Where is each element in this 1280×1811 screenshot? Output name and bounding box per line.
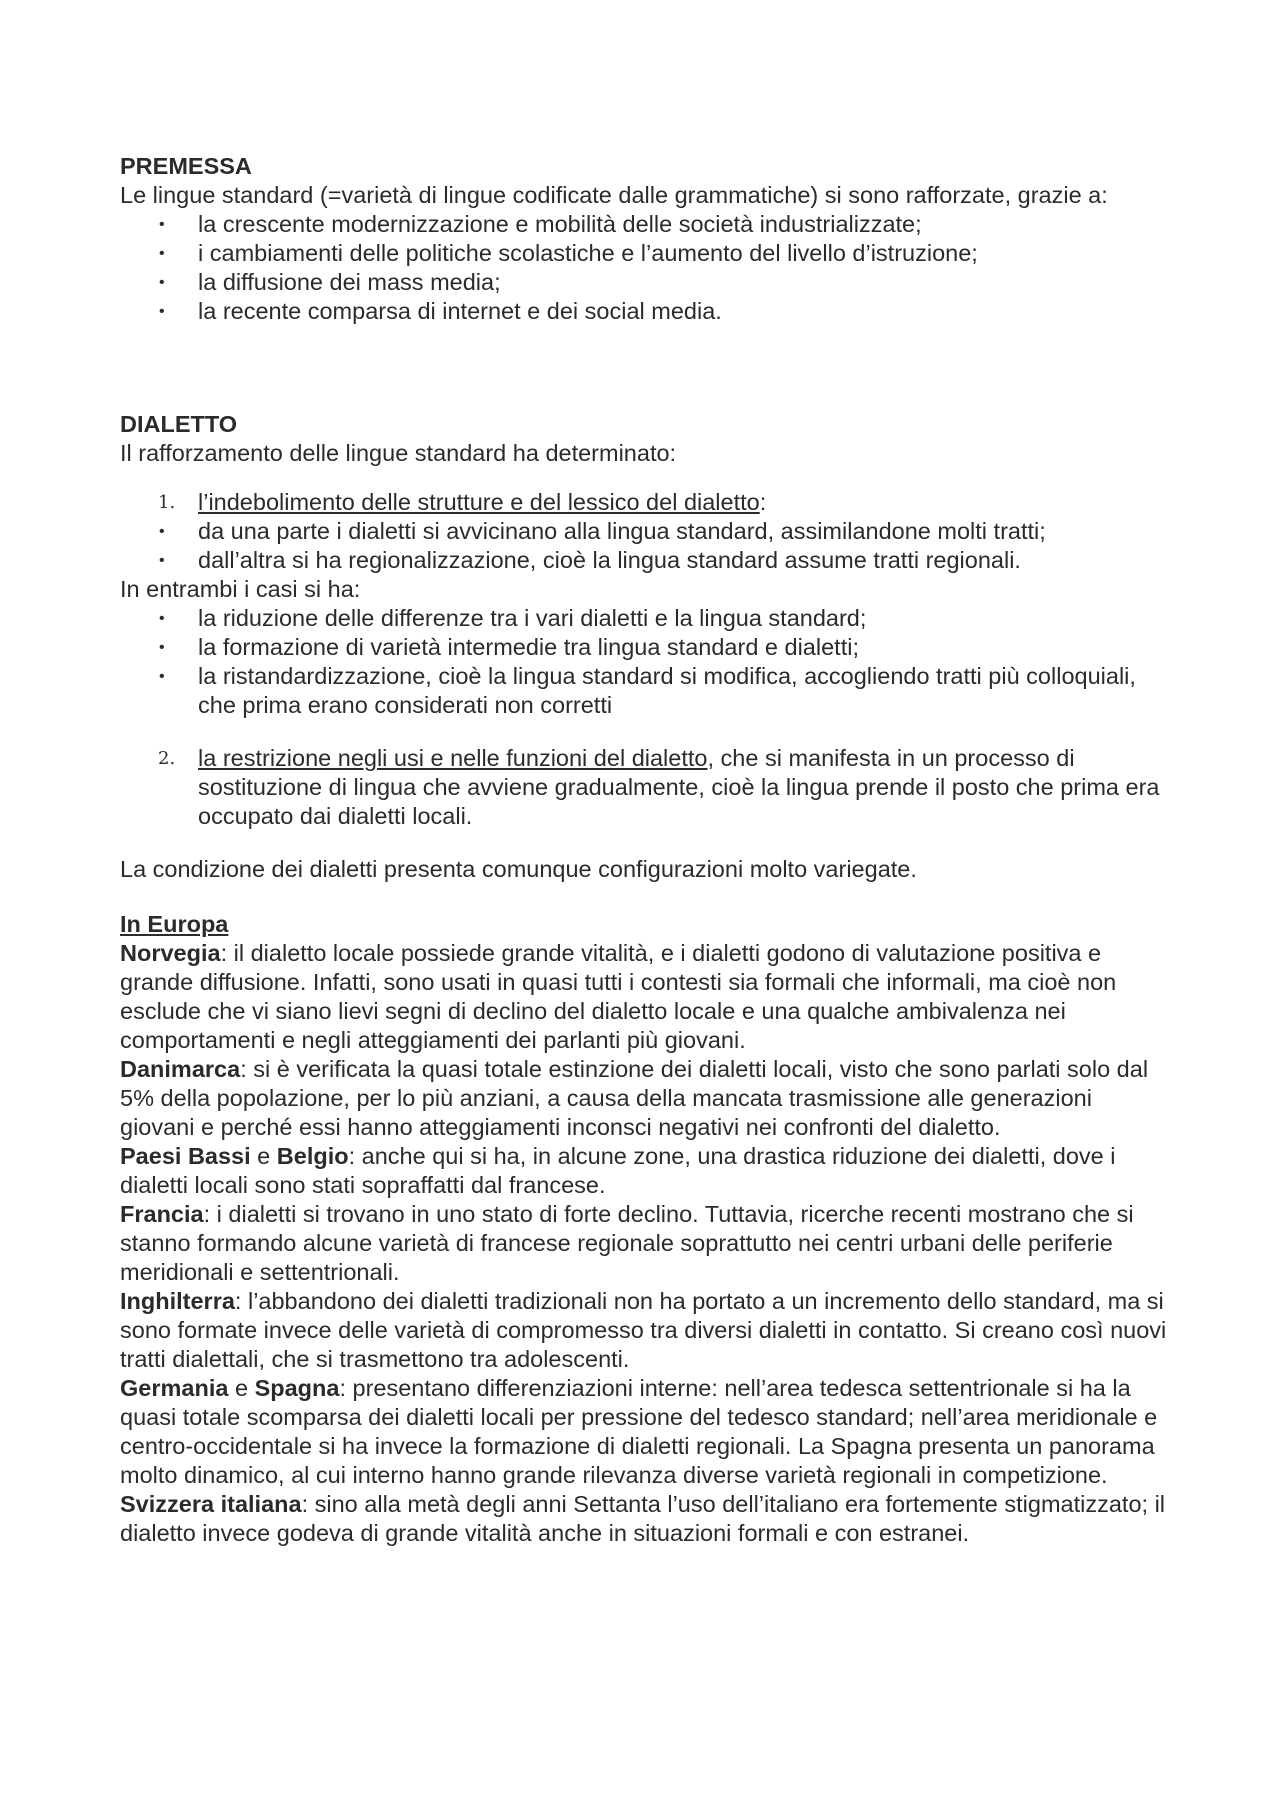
spacer: [120, 326, 1170, 410]
condition-text: La condizione dei dialetti presenta comunque configurazioni molto variegate.: [120, 856, 917, 882]
dialetto-numbered-list-2: [120, 744, 1170, 831]
paragraph-germania-spagna: [120, 1374, 1170, 1490]
premessa-intro: Le lingue standard (=varietà di lingue codificate dalle grammatiche) si sono rafforzate, grazie a:: [120, 182, 1108, 208]
paragraph-text: : si è verificata la quasi totale estinzione dei dialetti locali, visto che sono parlati solo dal 5% della popolazione, per lo più anziani, a causa della mancata trasmissione alle generazioni giovani e perché essi hanno atteggiamenti inconsci negativi nei confronti del dialetto.: [120, 1056, 1149, 1140]
numbered-item-1: [158, 488, 1170, 517]
list-item: • la recente comparsa di internet e dei social media.: [198, 297, 1170, 326]
list-item: • da una parte i dialetti si avvicinano alla lingua standard, assimilandone molti tratti;: [198, 517, 1170, 546]
list-item: • la formazione di varietà intermedie tra lingua standard e dialetti;: [198, 633, 1170, 662]
paragraph-text: : i dialetti si trovano in uno stato di forte declino. Tuttavia, ricerche recenti mostrano che si stanno formando alcune varietà di francese regionale soprattutto nei centri urbani delle periferie meridionali e settentrionali.: [120, 1201, 1134, 1285]
premessa-bullet-list: [120, 210, 1170, 326]
country-name: Norvegia: [120, 940, 221, 966]
dialetto-heading: DIALETTO: [120, 411, 238, 437]
item-number: 2.: [158, 748, 176, 769]
dialetto-numbered-list-1: [120, 488, 1170, 517]
item-text: , che si manifesta in un processo di sostituzione di lingua che avviene gradualmente, cioè la lingua prende il posto che prima era occupato dai dialetti locali.: [198, 745, 1160, 829]
country-name: Germania: [120, 1375, 229, 1401]
conjunction: e: [250, 1143, 277, 1169]
item-underlined-text: la restrizione negli usi e nelle funzioni del dialetto: [198, 745, 708, 771]
dialetto-intro: Il rafforzamento delle lingue standard ha determinato:: [120, 440, 677, 466]
paragraph-danimarca: [120, 1055, 1170, 1142]
item-number: 1.: [158, 492, 176, 513]
paragraph-text: : anche qui si ha, in alcune zone, una drastica riduzione dei dialetti, dove i dialetti locali sono stati sopraffatti dal francese.: [120, 1143, 1116, 1198]
spacer: [120, 720, 1170, 744]
numbered-item-2: [158, 744, 1170, 831]
list-item: • i cambiamenti delle politiche scolastiche e l’aumento del livello d’istruzione;: [198, 239, 1170, 268]
paragraph-paesi-bassi-belgio: [120, 1142, 1170, 1200]
item1-bullet-list: [120, 517, 1170, 575]
both-cases-bullet-list: [120, 604, 1170, 720]
item-underlined-text: l’indebolimento delle strutture e del lessico del dialetto: [198, 489, 760, 515]
europa-heading: In Europa: [120, 911, 229, 937]
paragraph-text: : il dialetto locale possiede grande vitalità, e i dialetti godono di valutazione positiva e grande diffusione. Infatti, sono usati in quasi tutti i contesti sia formali che informali, ma cioè non esclude che vi siano lievi segni di declino del dialetto locale e una qualche ambivalenza nei comportamenti e negli atteggiamenti dei parlanti più giovani.: [120, 940, 1117, 1053]
paragraph-inghilterra: [120, 1287, 1170, 1374]
country-name: Belgio: [276, 1143, 349, 1169]
country-name: Inghilterra: [120, 1288, 235, 1314]
list-item: • la diffusione dei mass media;: [198, 268, 1170, 297]
spacer: [120, 831, 1170, 855]
spacer: [120, 468, 1170, 488]
list-item: • dall’altra si ha regionalizzazione, cioè la lingua standard assume tratti regionali.: [198, 546, 1170, 575]
spacer: [120, 884, 1170, 910]
list-item: • la riduzione delle differenze tra i vari dialetti e la lingua standard;: [198, 604, 1170, 633]
paragraph-text: : l’abbandono dei dialetti tradizionali non ha portato a un incremento dello standard, ma si sono formate invece delle varietà di compromesso tra diversi dialetti in contatto. Si creano così nuovi tratti dialettali, che si trasmettono tra adolescenti.: [120, 1288, 1167, 1372]
country-name: Francia: [120, 1201, 204, 1227]
both-cases-text: In entrambi i casi si ha:: [120, 576, 361, 602]
paragraph-text: : sino alla metà degli anni Settanta l’uso dell’italiano era fortemente stigmatizzato; il dialetto invece godeva di grande vitalità anche in situazioni formali e con estranei.: [120, 1491, 1166, 1546]
list-item: • la crescente modernizzazione e mobilità delle società industrializzate;: [198, 210, 1170, 239]
list-item: • la ristandardizzazione, cioè la lingua standard si modifica, accogliendo tratti più colloquiali, che prima erano considerati non corretti: [198, 662, 1170, 720]
item-text: :: [759, 489, 767, 515]
paragraph-francia: [120, 1200, 1170, 1287]
premessa-heading: PREMESSA: [120, 153, 252, 179]
country-name: Svizzera italiana: [120, 1491, 302, 1517]
paragraph-svizzera: [120, 1490, 1170, 1548]
paragraph-norvegia: [120, 939, 1170, 1055]
country-name: Danimarca: [120, 1056, 241, 1082]
paragraph-text: : presentano differenziazioni interne: nell’area tedesca settentrionale si ha la quasi totale scomparsa dei dialetti locali per pressione del tedesco standard; nell’area meridionale e centro-occidentale si ha invece la formazione di dialetti regionali. La Spagna presenta un panorama molto dinamico, al cui interno hanno grande rilevanza diverse varietà regionali in competizione.: [120, 1375, 1158, 1488]
country-name: Spagna: [254, 1375, 340, 1401]
conjunction: e: [228, 1375, 255, 1401]
country-name: Paesi Bassi: [120, 1143, 251, 1169]
